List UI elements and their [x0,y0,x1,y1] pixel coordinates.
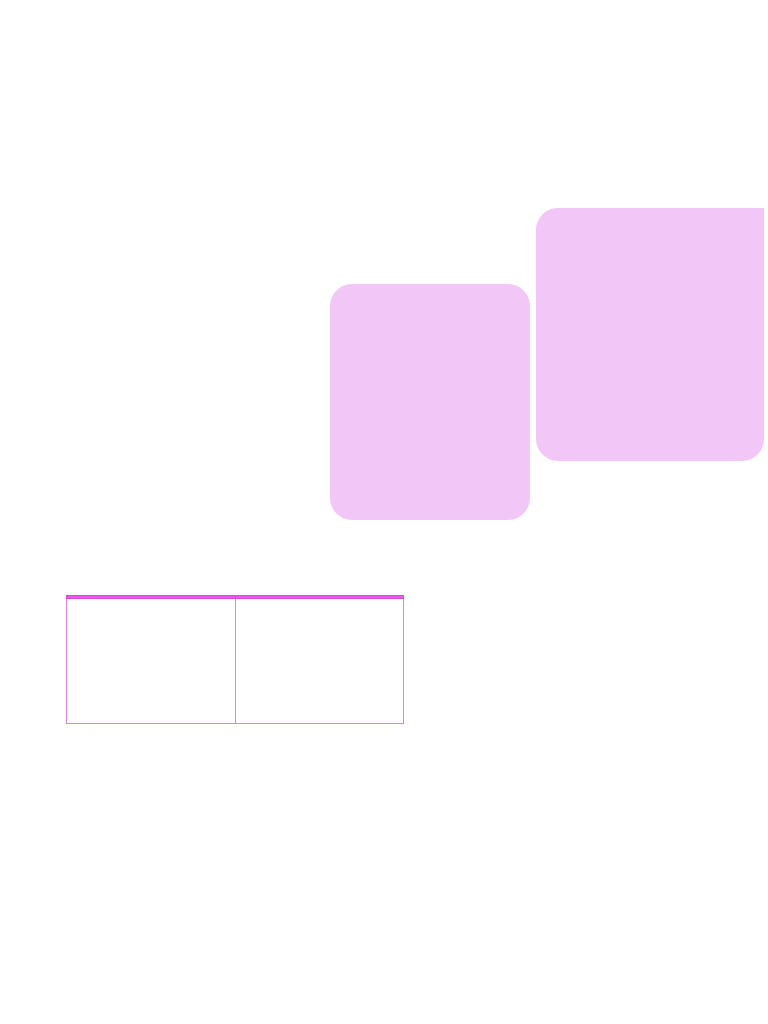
table-cell-inteligencja [235,599,404,724]
comparison-table [66,595,404,724]
table-cell-chlopi [67,599,236,724]
inteligencja-box [330,284,530,520]
chlopstwo-box [536,208,764,461]
